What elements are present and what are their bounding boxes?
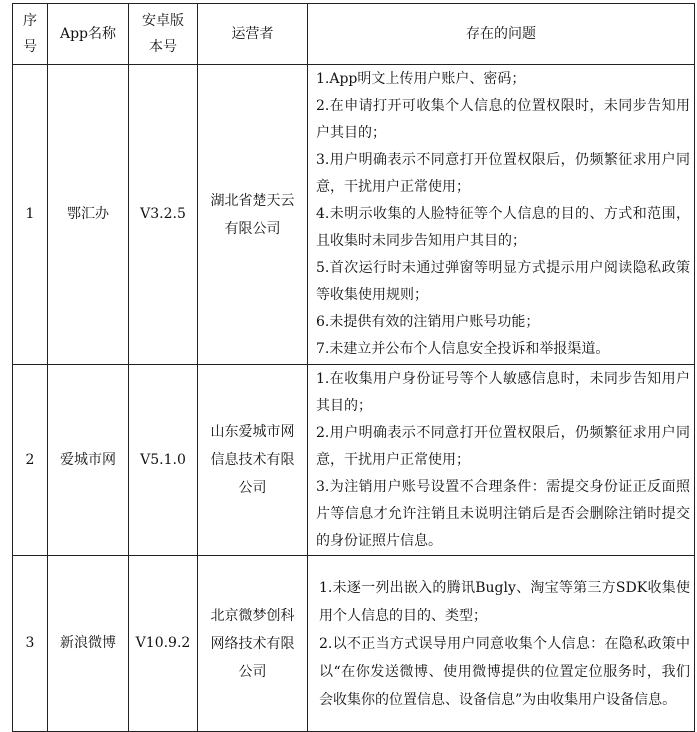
row-app-name: 新浪微博	[48, 556, 129, 732]
table-row	[13, 365, 695, 556]
row-issues	[308, 65, 695, 365]
row-issues	[308, 556, 695, 732]
app-issues-table	[12, 3, 695, 732]
issue-item: 2.在申请打开可收集个人信息的位置权限时，未同步告知用户其目的；	[316, 98, 690, 141]
row-app-name: 鄂汇办	[48, 65, 129, 365]
header-version: 安卓版 本号	[129, 4, 198, 65]
issue-item: 3.为注销用户账号设置不合理条件：需提交身份证正反面照片等信息才允许注销且未说明注销后是否会删除注销时提交的身份证照片信息。	[316, 478, 690, 549]
issue-item: 3.用户明确表示不同意打开位置权限后，仍频繁征求用户同意，干扰用户正常使用；	[316, 152, 690, 195]
header-issues: 存在的问题	[308, 4, 695, 65]
row-operator: 湖北省楚天云 有限公司	[198, 65, 308, 365]
row-operator: 北京微梦创科 网络技术有限 公司	[198, 556, 308, 732]
row-index: 2	[13, 365, 48, 556]
table-row	[13, 65, 695, 365]
row-index: 3	[13, 556, 48, 732]
row-issues	[308, 365, 695, 556]
issue-item: 7.未建立并公布个人信息安全投诉和举报渠道。	[316, 341, 610, 357]
issue-item: 6.未提供有效的注销用户账号功能；	[316, 314, 540, 330]
row-operator: 山东爱城市网 信息技术有限 公司	[198, 365, 308, 556]
issue-item: 1.未逐一列出嵌入的腾讯Bugly、淘宝等第三方SDK收集使用个人信息的目的、类型；	[319, 579, 690, 624]
row-app-name: 爱城市网	[48, 365, 129, 556]
row-version: V10.9.2	[129, 556, 198, 732]
row-version: V3.2.5	[129, 65, 198, 365]
table-row	[13, 556, 695, 732]
issue-item: 1.在收集用户身份证号等个人敏感信息时，未同步告知用户其目的；	[316, 370, 690, 414]
header-operator: 运营者	[198, 4, 308, 65]
issue-item: 4.未明示收集的人脸特征等个人信息的目的、方式和范围，且收集时未同步告知用户其目的；	[316, 206, 690, 249]
row-version: V5.1.0	[129, 365, 198, 556]
header-row	[13, 4, 695, 65]
row-index: 1	[13, 65, 48, 365]
header-index: 序 号	[13, 4, 48, 65]
issue-item: 5.首次运行时未通过弹窗等明显方式提示用户阅读隐私政策等收集使用规则；	[316, 260, 690, 303]
issue-item: 1.App明文上传用户账户、密码；	[316, 71, 526, 87]
header-app-name: App名称	[48, 4, 129, 65]
issue-item: 2.以不正当方式误导用户同意收集个人信息：在隐私政策中以“在你发送微博、使用微博提供的位置定位服务时，我们会收集你的位置信息、设备信息”为由收集用户设备信息。	[319, 635, 690, 708]
issue-item: 2.用户明确表示不同意打开位置权限后，仍频繁征求用户同意，干扰用户正常使用；	[316, 424, 690, 468]
